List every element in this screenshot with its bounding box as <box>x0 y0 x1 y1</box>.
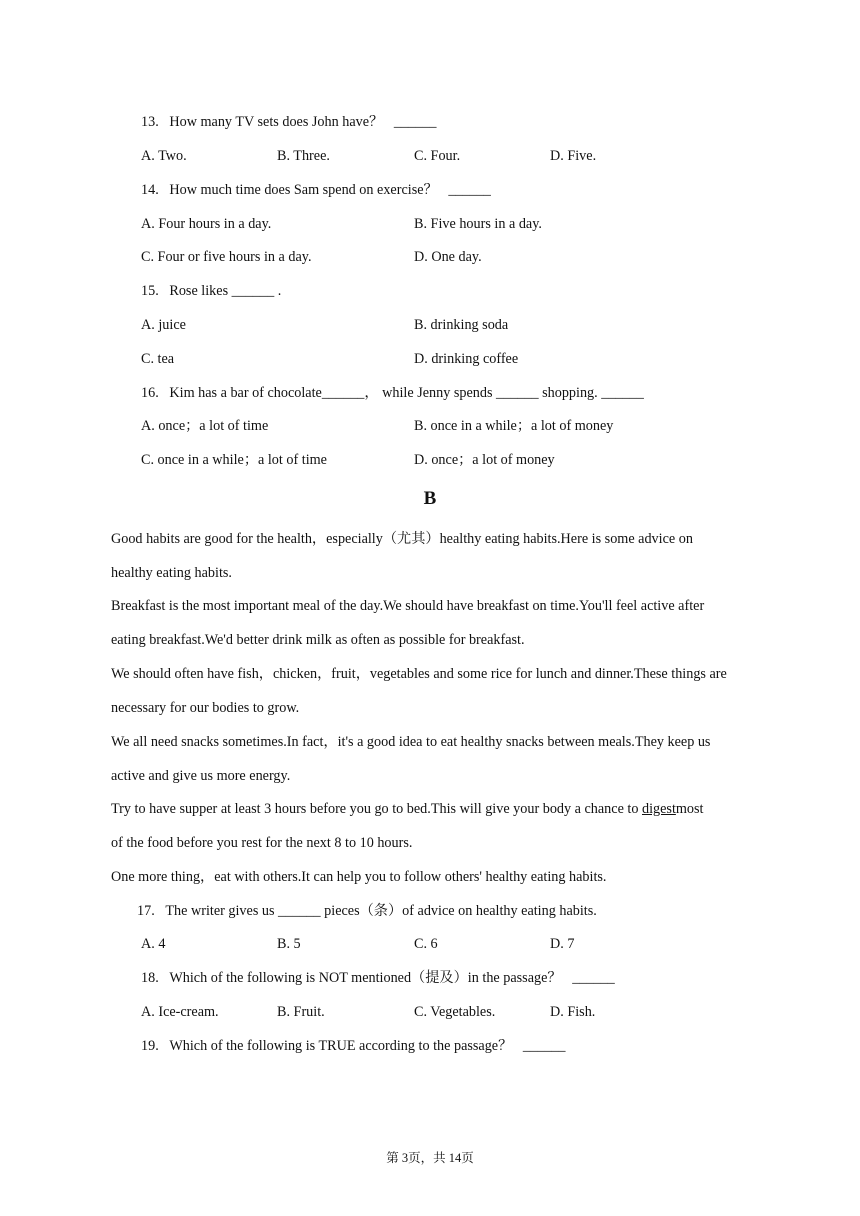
question-19-stem: 19. Which of the following is TRUE according to the passage？ ______ <box>141 1038 566 1054</box>
page-number-footer: 第 3页，共 14页 <box>386 1151 474 1165</box>
question-17-stem: 17. The writer gives us ______ pieces（条）of advice on healthy eating habits. <box>137 903 597 919</box>
q17-option-c: C. 6 <box>414 936 438 952</box>
q15-option-c: C. tea <box>141 351 175 367</box>
q13-option-d: D. Five. <box>550 148 597 164</box>
q18-option-c: C. Vegetables. <box>414 1004 496 1020</box>
q17-option-d: D. 7 <box>550 936 575 952</box>
passage-line-4: eating breakfast.We'd better drink milk as often as possible for breakfast. <box>111 632 525 648</box>
q15-option-d: D. drinking coffee <box>414 351 519 367</box>
q14-option-d: D. One day. <box>414 249 482 265</box>
q13-option-c: C. Four. <box>414 148 461 164</box>
q16-option-b: B. once in a while；a lot of money <box>414 418 614 434</box>
passage-line-8: active and give us more energy. <box>111 768 291 784</box>
passage-line-9-end: most <box>675 801 704 817</box>
question-18-stem: 18. Which of the following is NOT mentioned（提及）in the passage？ ______ <box>141 970 615 986</box>
passage-line-9 <box>111 800 703 818</box>
q13-option-a: A. Two. <box>141 148 187 164</box>
passage-line-5: We should often have fish，chicken，fruit，vegetables and some rice for lunch and dinner.These things are <box>111 666 727 682</box>
passage-line-2: healthy eating habits. <box>111 565 232 581</box>
underlined-word-digest: digest <box>642 801 676 817</box>
passage-line-3: Breakfast is the most important meal of the day.We should have breakfast on time.You'll feel active after <box>111 598 705 614</box>
passage-line-1: Good habits are good for the health，especially（尤其）healthy eating habits.Here is some advice on <box>111 531 693 547</box>
question-16-stem: 16. Kim has a bar of chocolate______， while Jenny spends ______ shopping. ______ <box>141 385 644 401</box>
passage-line-7: We all need snacks sometimes.In fact，it's a good idea to eat healthy snacks between meals.They keep us <box>111 734 711 750</box>
q15-option-b: B. drinking soda <box>414 317 509 333</box>
passage-line-11: One more thing，eat with others.It can help you to follow others' healthy eating habits. <box>111 869 607 885</box>
q14-option-c: C. Four or five hours in a day. <box>141 249 312 265</box>
question-14-stem: 14. How much time does Sam spend on exercise？ ______ <box>141 182 491 198</box>
section-b-heading: B <box>423 488 437 509</box>
passage-line-6: necessary for our bodies to grow. <box>111 700 300 716</box>
passage-line-10: of the food before you rest for the next 8 to 10 hours. <box>111 835 413 851</box>
q17-option-a: A. 4 <box>141 936 166 952</box>
q15-option-a: A. juice <box>141 317 186 333</box>
q16-option-a: A. once；a lot of time <box>141 418 269 434</box>
passage-line-9-start: Try to have supper at least 3 hours before you go to bed.This will give your body a chance to <box>111 801 642 817</box>
q14-option-b: B. Five hours in a day. <box>414 216 542 232</box>
question-15-stem: 15. Rose likes ______ . <box>141 283 282 299</box>
question-13-stem: 13. How many TV sets does John have？ ______ <box>141 114 437 130</box>
q14-option-a: A. Four hours in a day. <box>141 216 272 232</box>
q18-option-b: B. Fruit. <box>277 1004 325 1020</box>
q16-option-c: C. once in a while；a lot of time <box>141 452 327 468</box>
q17-option-b: B. 5 <box>277 936 301 952</box>
q13-option-b: B. Three. <box>277 148 330 164</box>
q18-option-a: A. Ice-cream. <box>141 1004 219 1020</box>
q16-option-d: D. once；a lot of money <box>414 452 555 468</box>
q18-option-d: D. Fish. <box>550 1004 596 1020</box>
